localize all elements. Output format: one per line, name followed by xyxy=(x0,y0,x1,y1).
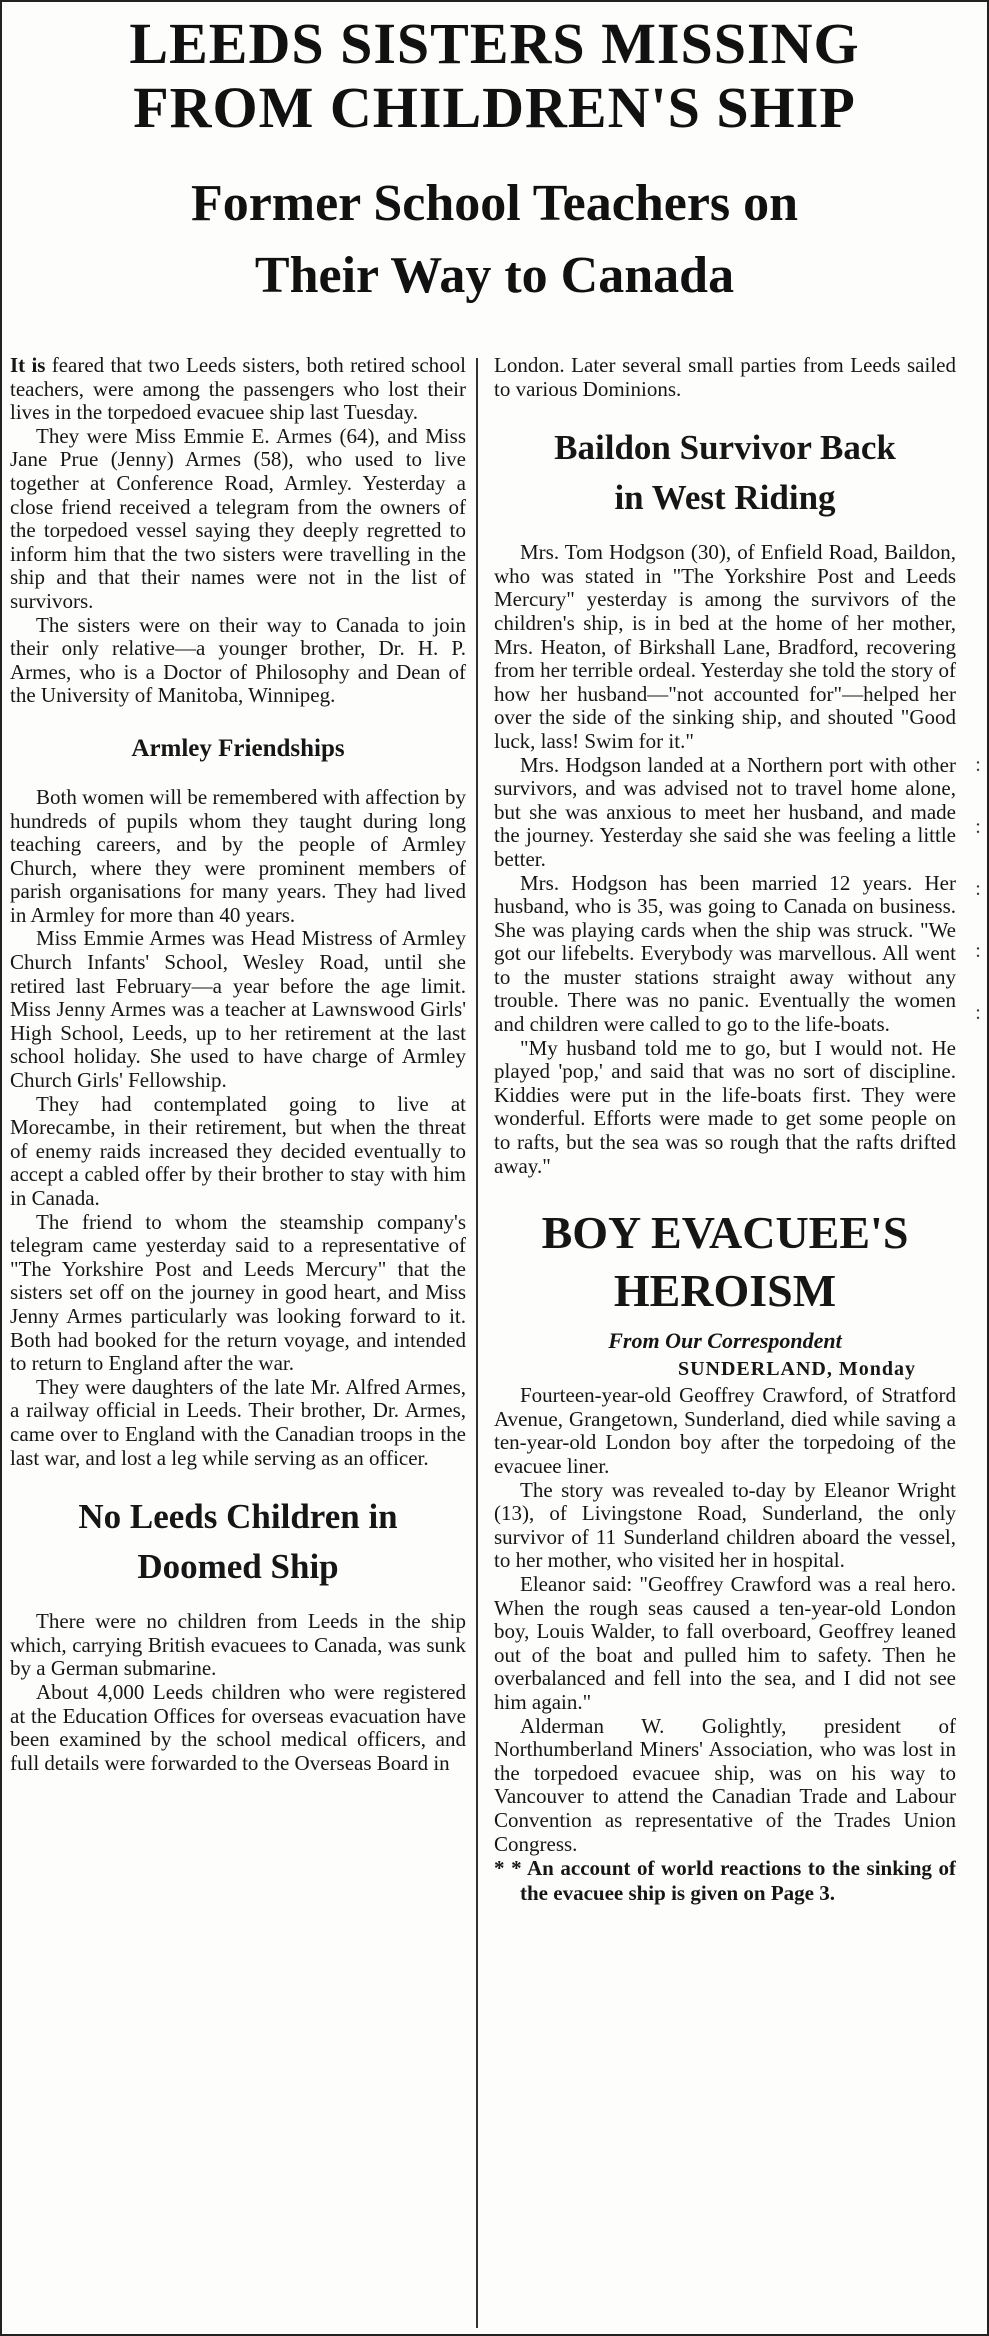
section-heading-line: Baildon Survivor Back xyxy=(554,428,896,468)
paragraph: "My husband told me to go, but I would not. He played 'pop,' and said that was no sort of discipline. Kiddies were put in the life-boats first. They were wonderful. Efforts were made to get some people on to rafts, but the sea was so rough that the rafts drifted away." xyxy=(494,1035,956,1178)
section-heading-no-leeds-children xyxy=(10,1492,466,1592)
section-heading-line: BOY EVACUEE'S xyxy=(541,1207,909,1259)
section-heading-boy-evacuee-heroism xyxy=(494,1204,956,1320)
edge-mark: : xyxy=(975,878,981,900)
subheadline-line-1: Former School Teachers on xyxy=(190,175,799,232)
paragraph: Mrs. Hodgson landed at a Northern port with other survivors, and was advised not to travel home alone, but she was anxious to meet her husband, and made the journey. Yesterday she said she was feeling a little better. xyxy=(494,752,956,871)
paragraph: Both women will be remembered with affection by hundreds of pupils whom they taught during long teaching careers, and by the people of Armley Church, where they were prominent members of parish organisations for many years. They had lived in Armley for more than 40 years. xyxy=(10,784,466,927)
subheadline-line-2: Their Way to Canada xyxy=(254,247,735,304)
paragraph: Alderman W. Golightly, president of Northumberland Miners' Association, who was lost in the torpedoed evacuee ship, was on his way to Vancouver to attend the Canadian Trade and Labour Convention as representative of the Trades Union Congress. xyxy=(494,1713,956,1856)
paragraph: Miss Emmie Armes was Head Mistress of Armley Church Infants' School, Wesley Road, until she retired last February—a year before the age limit. Miss Jenny Armes was a teacher at Lawnswood Girls' High School, Leeds, up to her retirement at the last school holiday. She used to have charge of Armley Church Girls' Fellowship. xyxy=(10,926,466,1093)
paragraph: The sisters were on their way to Canada to join their only relative—a younger brother, Dr. H. P. Armes, who is a Doctor of Philosophy and Dean of the University of Manitoba, Winnipeg. xyxy=(10,612,466,708)
paragraph: There were no children from Leeds in the ship which, carrying British evacuees to Canada, was sunk by a German submarine. xyxy=(10,1609,466,1681)
section-heading-line: No Leeds Children in xyxy=(78,1497,398,1537)
paragraph: The friend to whom the steamship company's telegram came yesterday said to a representative of "The Yorkshire Post and Leeds Mercury" that the sisters set off on the journey in good heart, and Miss Jenny Armes particularly was looking forward to it. Both had booked for the return voyage, and intended to return to England after the war. xyxy=(10,1209,466,1376)
edge-mark: : xyxy=(975,1002,981,1024)
edge-mark: : xyxy=(975,754,981,776)
paragraph: About 4,000 Leeds children who were registered at the Education Offices for overseas evacuation have been examined by the school medical officers, and full details were forwarded to the Overseas Board in xyxy=(10,1679,466,1775)
byline: From Our Correspondent xyxy=(608,1328,842,1354)
sub-headline xyxy=(32,168,957,312)
section-heading-armley-friendships: Armley Friendships xyxy=(131,734,345,762)
headline-line-2: FROM CHILDREN'S SHIP xyxy=(133,75,856,140)
left-column xyxy=(10,354,466,2334)
section-heading-line: HEROISM xyxy=(613,1265,837,1317)
section-heading-line: Doomed Ship xyxy=(137,1547,339,1587)
headline-line-1: LEEDS SISTERS MISSING xyxy=(129,11,860,76)
main-headline xyxy=(22,12,967,140)
paragraph: Mrs. Tom Hodgson (30), of Enfield Road, Baildon, who was stated in "The Yorkshire Post and Leeds Mercury" yesterday is among the survivors of the children's ship, is in bed at the home of her mother, Mrs. Heaton, of Birkshall Lane, Bradford, recovering from her terrible ordeal. Yesterday she told the story of how her husband—"not accounted for"—helped her over the side of the sinking ship, and shouted "Good luck, lass! Swim for it." xyxy=(494,540,956,753)
paragraph: The story was revealed to-day by Eleanor Wright (13), of Livingstone Road, Sunderland, the only survivor of 11 Sunderland children aboard the vessel, to her mother, who visited her in hospital. xyxy=(494,1477,956,1573)
section-heading-line: in West Riding xyxy=(614,478,836,518)
paragraph: They had contemplated going to live at Morecambe, in their retirement, but when the threat of enemy raids increased they decided eventually to accept a cabled offer by their brother to stay with him in Canada. xyxy=(10,1091,466,1210)
paragraph: They were daughters of the late Mr. Alfred Armes, a railway official in Leeds. Their brother, Dr. Armes, came over to England with the Canadian troops in the last war, and lost a leg while serving as an officer. xyxy=(10,1374,466,1470)
right-column xyxy=(494,354,956,2334)
clipped-edge-marks xyxy=(971,734,985,1044)
intro-paragraph xyxy=(10,354,466,425)
edge-mark: : xyxy=(975,816,981,838)
dateline: SUNDERLAND, Monday xyxy=(677,1358,916,1381)
section-heading-baildon-survivor xyxy=(494,423,956,523)
paragraph: Eleanor said: "Geoffrey Crawford was a real hero. When the rough seas caused a ten-year-old London boy, Louis Walder, to fall overboard, Geoffrey leaned out of the boat and pulled him to safety. Then he overbalanced and fell into the sea, and I did not see him again." xyxy=(494,1571,956,1714)
edge-mark: : xyxy=(975,940,981,962)
column-divider xyxy=(476,358,478,2328)
intro-lead: It is xyxy=(10,354,46,377)
page-reference-note: * * An account of world reactions to the sinking of the evacuee ship is given on Page 3. xyxy=(494,1856,956,1906)
continued-paragraph: London. Later several small parties from Leeds sailed to various Dominions. xyxy=(494,354,956,401)
paragraph: Mrs. Hodgson has been married 12 years. Her husband, who is 35, was going to Canada on business. She was playing cards when the ship was struck. "We got our lifebelts. Everybody was marvellous. All went to the muster stations straight away without any trouble. There was no panic. Eventually the women and children were called to go to the life-boats. xyxy=(494,870,956,1037)
article-columns xyxy=(2,354,989,2336)
intro-text: feared that two Leeds sisters, both retired school teachers, were among the passengers who lost their lives in the torpedoed evacuee ship last Tuesday. xyxy=(10,354,466,425)
paragraph: They were Miss Emmie E. Armes (64), and Miss Jane Prue (Jenny) Armes (58), who used to live together at Conference Road, Armley. Yesterday a close friend received a telegram from the owners of the torpedoed vessel saying they deeply regretted to inform him that the two sisters were travelling in the ship and that their names were not in the list of survivors. xyxy=(10,423,466,613)
paragraph: Fourteen-year-old Geoffrey Crawford, of Stratford Avenue, Grangetown, Sunderland, died while saving a ten-year-old London boy after the torpedoing of the evacuee liner. xyxy=(494,1383,956,1478)
